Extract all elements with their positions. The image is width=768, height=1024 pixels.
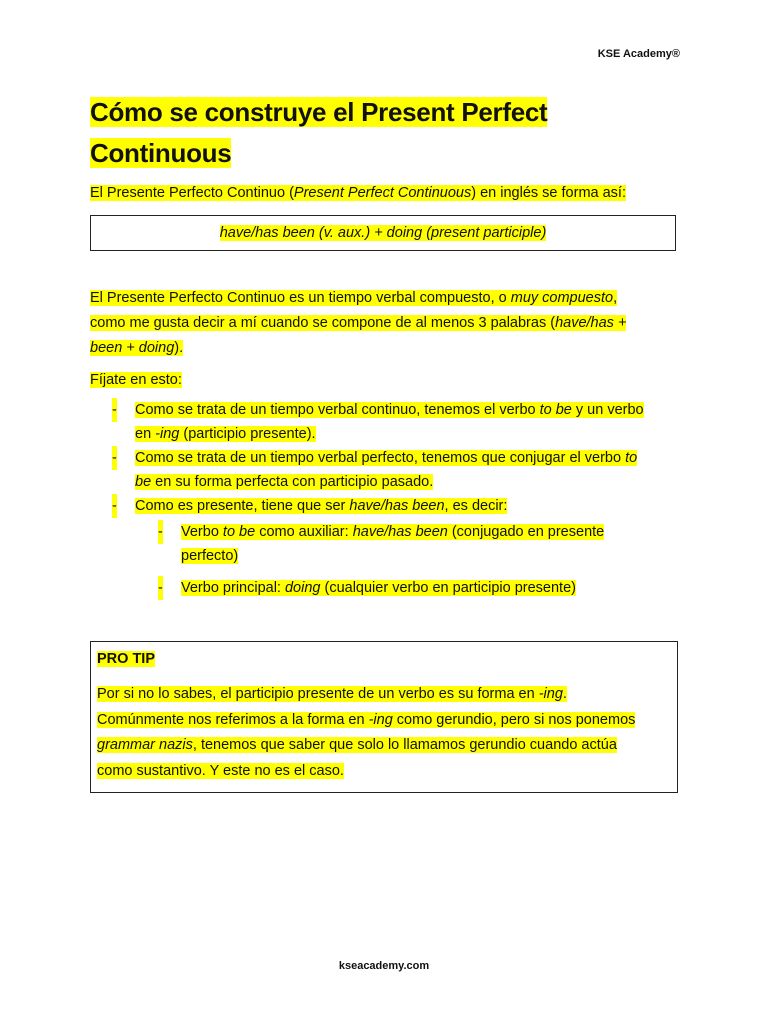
li1-t2: en su forma perfecta con participio pasado. [151,474,434,490]
sub0-i2: have/has been [352,524,448,540]
list-dash: - [112,446,117,470]
pt-t6: como sustantivo. Y este no es el caso. [97,762,344,779]
li1-t1: Como se trata de un tiempo verbal perfecto, tenemos que conjugar el verbo [135,450,626,466]
pt-i1: -ing [538,686,563,702]
fijate-text [90,368,680,393]
li2-i1: have/has been [349,498,445,514]
li1-i2: be [135,474,152,490]
li2-t2: , es decir: [444,498,508,514]
sub1-i1: doing [284,580,321,596]
list-item-text [135,398,675,446]
li0-i1: to be [539,402,572,418]
header-brand: KSE Academy® [597,48,680,60]
list-item [90,494,690,518]
li0-i2: -ing [155,426,180,442]
pt-t4: como gerundio, pero si nos ponemos [392,711,636,728]
list-item-text [135,446,675,494]
sub0-t3: (conjugado en presente [447,524,605,540]
pt-i3: grammar nazis [97,737,193,753]
intro-italic: Present Perfect Continuous [293,185,472,201]
p2-i1: muy compuesto [510,290,614,306]
compound-line-2 [90,315,626,331]
intro-after: ) en inglés se forma así: [471,185,626,201]
pt-i2: -ing [368,711,393,728]
li0-t2: y un verbo [571,402,644,418]
list-dash: - [112,494,117,518]
pro-tip-body [97,682,667,784]
list-item [90,446,690,494]
pt-t3: Comúnmente nos referimos a la forma en [97,711,369,728]
p2-i2: have/has + [555,315,627,331]
compound-paragraph [90,286,680,361]
li0-t1: Como se trata de un tiempo verbal continuo, tenemos el verbo [135,402,540,418]
sub1-t1: Verbo principal: [181,580,285,596]
sub-list-item-text [181,576,641,600]
sub-list-item-text [181,520,641,568]
page-title [90,92,650,174]
pro-tip-title-text: PRO TIP [97,651,156,667]
sub-list-dash: - [158,520,163,544]
pro-tip-box [90,641,678,793]
intro-paragraph [90,181,680,206]
sub-list [90,520,690,568]
sub0-t4: perfecto) [181,548,239,564]
pt-t5: , tenemos que saber que solo lo llamamos gerundio cuando actúa [192,737,617,753]
p2-t3: como me gusta decir a mí cuando se compone de al menos 3 palabras ( [90,315,556,331]
p2-i3: been + doing [90,340,175,356]
intro-before: El Presente Perfecto Continuo ( [90,185,294,201]
intro-text [90,185,626,201]
sub-list-2 [90,576,690,600]
sub-list-item [90,576,690,600]
li2-t1: Como es presente, tiene que ser [135,498,350,514]
li0-t3: en [135,426,156,442]
title-line-1: Cómo se construye el Present Perfect [90,97,548,127]
list-dash: - [112,398,117,422]
sub0-t2: como auxiliar: [255,524,353,540]
li1-i1: to [625,450,638,466]
title-line-2: Continuous [90,138,232,168]
pro-tip-title [97,651,155,667]
sub-list-item [90,520,690,568]
footer-site: kseacademy.com [338,960,430,972]
sub-list-dash: - [158,576,163,600]
formula-box [90,215,676,251]
main-list [90,398,690,518]
sub1-t2: (cualquier verbo en participio presente) [320,580,576,596]
pt-t2: . [562,686,567,702]
list-item-text [135,494,675,518]
sub0-i1: to be [222,524,256,540]
sub0-t1: Verbo [181,524,223,540]
formula-text: have/has been (v. aux.) + doing (present participle) [219,225,547,241]
pt-t1: Por si no lo sabes, el participio presente de un verbo es su forma en [97,686,539,702]
compound-line-1 [90,290,617,306]
p2-t4: ). [174,340,184,356]
p2-t1: El Presente Perfecto Continuo es un tiempo verbal compuesto, o [90,290,511,306]
fijate-label: Fíjate en esto: [90,372,182,388]
p2-t2: , [613,290,618,306]
li0-t4: (participio presente). [179,426,316,442]
list-item [90,398,690,446]
compound-line-3 [90,340,183,356]
